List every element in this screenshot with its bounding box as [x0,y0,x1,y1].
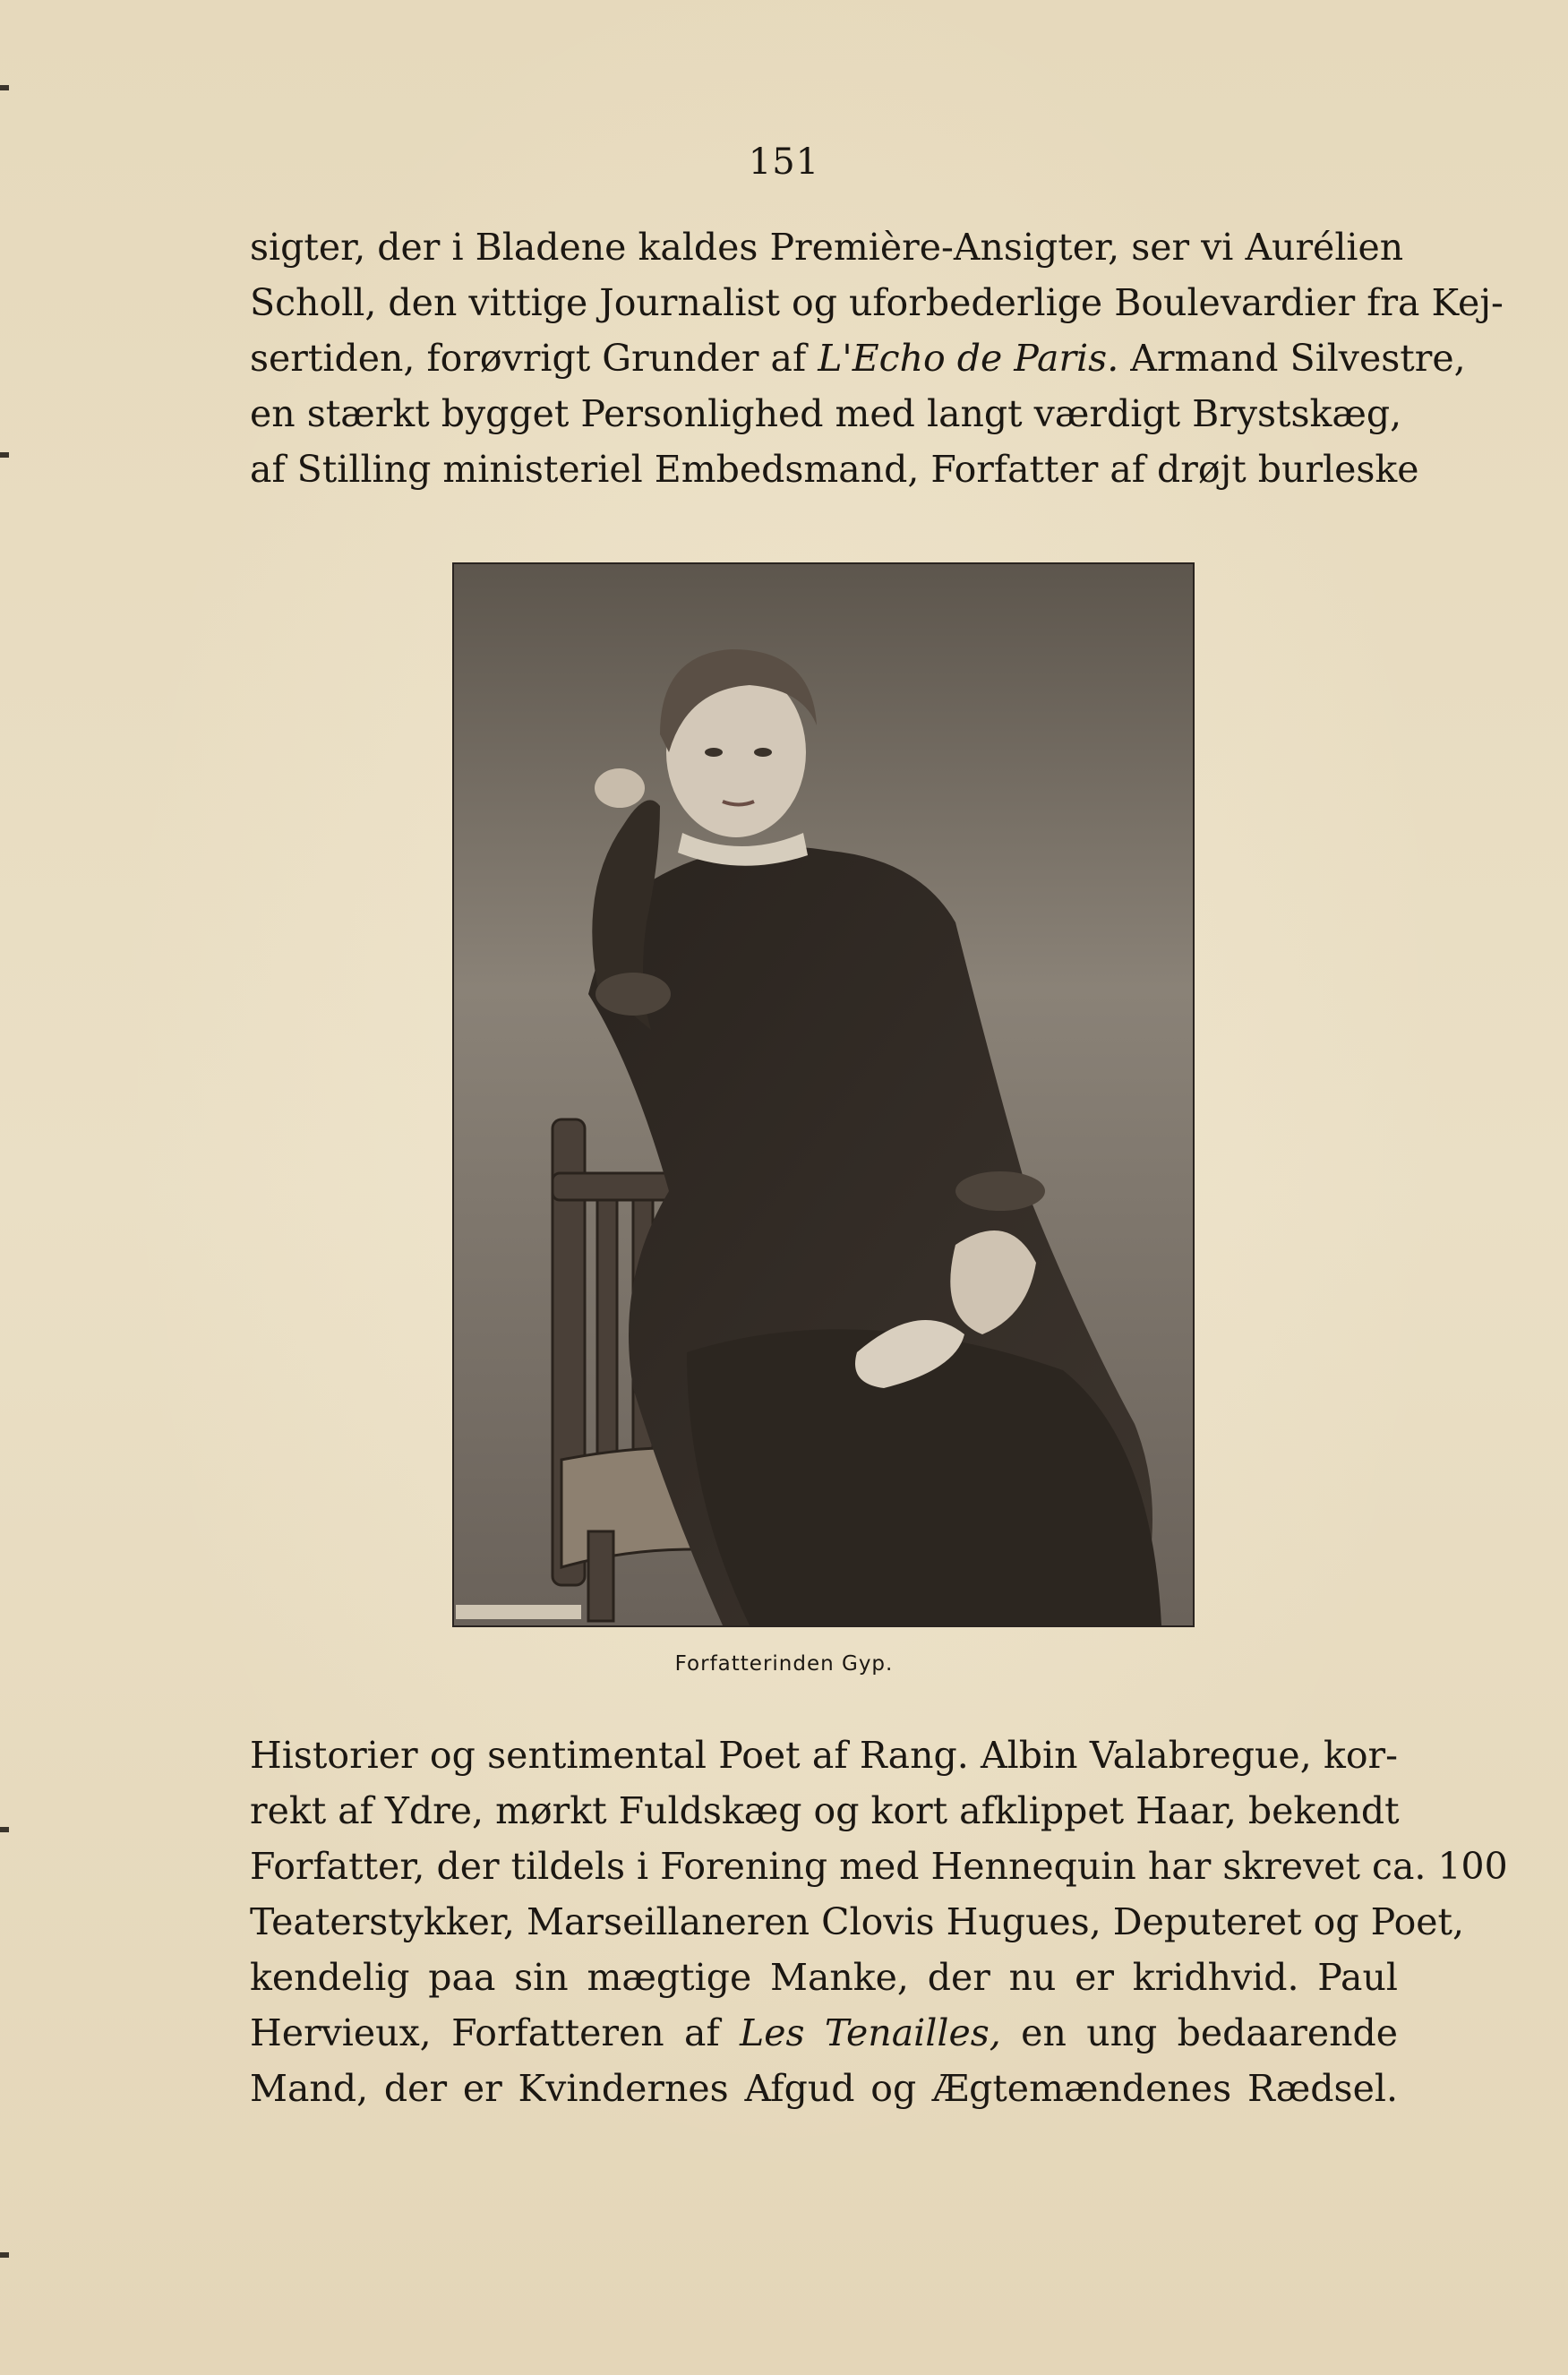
italic-title-echo-de-paris: L'Echo de Paris. [818,337,1119,380]
text-line [250,2005,1398,2061]
text-fragment: en ung bedaarende [1000,2011,1399,2054]
portrait-photograph [452,562,1195,1627]
text-line: en stærkt bygget Personlighed med langt værdigt Brystskæg, [250,392,1402,435]
text-line: sigter, der i Bladene kaldes Première-Ansigter, ser vi Aurélien [250,226,1404,269]
italic-title-les-tenailles: Les Tenailles, [739,2011,1001,2054]
text-line [250,330,1466,386]
text-line: Forfatter, der tildels i Forening med Hennequin har skrevet ca. 100 [250,1845,1508,1888]
top-paragraph [250,219,1504,497]
text-line: Teaterstykker, Marseillaneren Clovis Hugues, Deputeret og Poet, [250,1900,1465,1943]
text-line: Scholl, den vittige Journalist og uforbederlige Boulevardier fra Kej- [250,281,1504,324]
page-number: 151 [748,141,820,183]
text-line: Mand, der er Kvindernes Afgud og Ægtemændenes Rædsel. [250,2067,1398,2110]
text-line: kendelig paa sin mægtige Manke, der nu er kridhvid. Paul [250,1956,1398,1999]
text-fragment: Armand Silvestre, [1118,337,1466,380]
portrait-illustration [454,564,1193,1625]
text-line: af Stilling ministeriel Embedsmand, Forfatter af drøjt burleske [250,448,1419,491]
text-fragment: Hervieux, Forfatteren af [250,2011,740,2054]
figure-caption: Forfatterinden Gyp. [674,1652,894,1676]
page-edge-mark [0,85,9,90]
text-line: Historier og sentimental Poet af Rang. Albin Valabregue, kor- [250,1734,1398,1777]
page-edge-mark [0,1827,9,1832]
bottom-paragraph [250,1728,1508,2116]
text-fragment: sertiden, forøvrigt Grunder af [250,337,818,380]
text-line: rekt af Ydre, mørkt Fuldskæg og kort afklippet Haar, bekendt [250,1789,1400,1832]
page-edge-mark [0,2252,9,2258]
page-edge-mark [0,452,9,458]
